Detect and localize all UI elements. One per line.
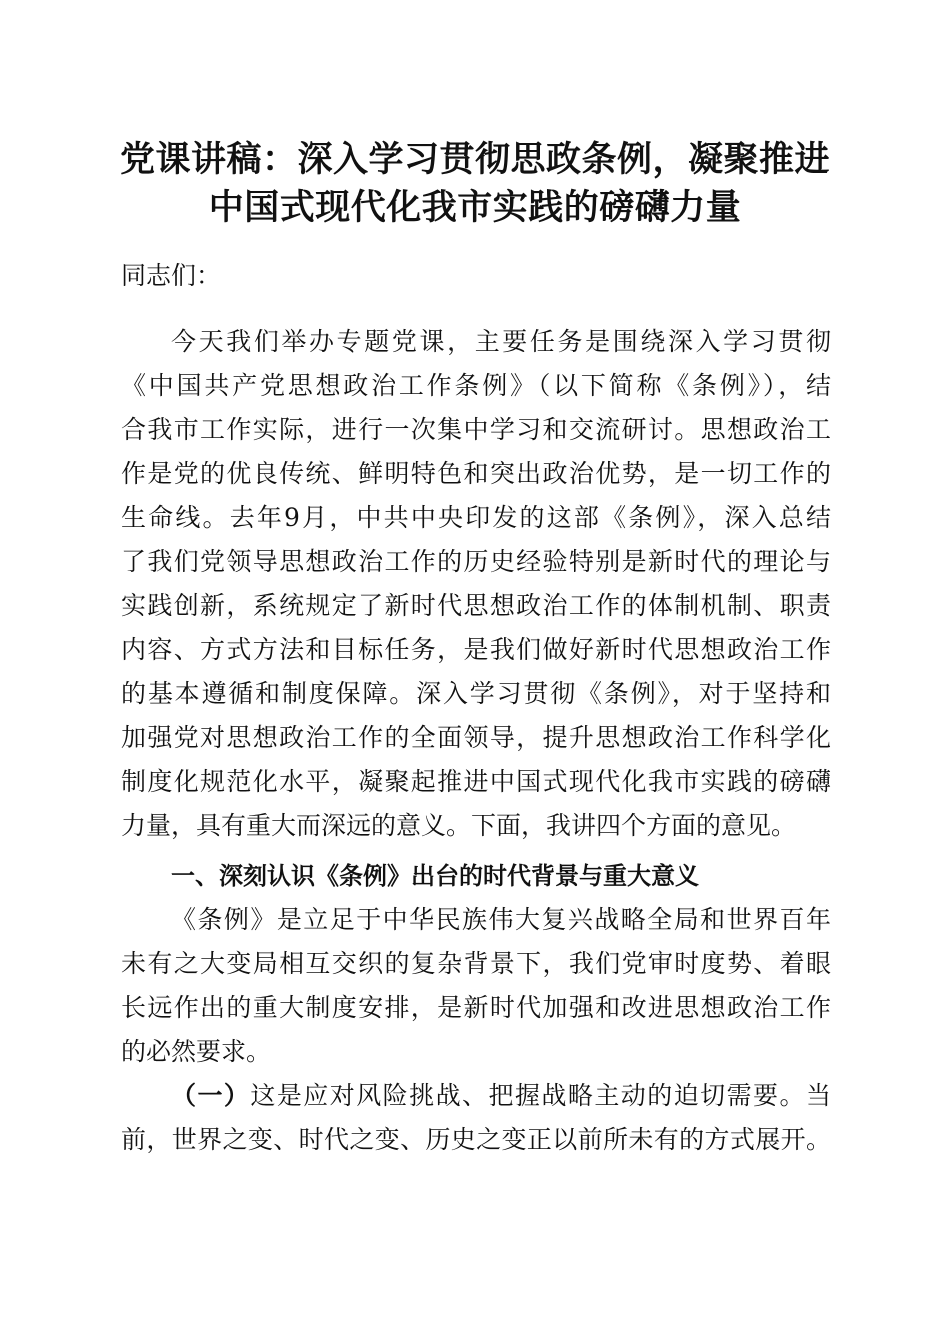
section-1-line: 《条例》是立足于中华民族伟大复兴战略全局和世界百年 xyxy=(171,905,831,934)
section-1-heading: 一、深刻认识《条例》出台的时代背景与重大意义 xyxy=(171,862,699,890)
intro-line: 合我市工作实际，进行一次集中学习和交流研讨。思想政治工 xyxy=(121,415,831,444)
subsection-1-label: （一） xyxy=(171,1081,251,1110)
intro-line: 的基本遵循和制度保障。深入学习贯彻《条例》，对于坚持和 xyxy=(121,679,831,708)
intro-line: 今天我们举办专题党课，主要任务是围绕深入学习贯彻 xyxy=(171,327,831,356)
intro-line: 了我们党领导思想政治工作的历史经验特别是新时代的理论与 xyxy=(121,547,831,576)
subsection-1-first-line xyxy=(171,1079,831,1113)
intro-line: 制度化规范化水平，凝聚起推进中国式现代化我市实践的磅礴 xyxy=(121,767,831,796)
section-1-line: 未有之大变局相互交织的复杂背景下，我们党审时度势、着眼 xyxy=(121,949,831,978)
intro-line: 力量，具有重大而深远的意义。下面，我讲四个方面的意见。 xyxy=(121,811,797,840)
intro-line: 《中国共产党思想政治工作条例》（以下简称《条例》），结 xyxy=(121,371,831,400)
subsection-1-first-text: 这是应对风险挑战、把握战略主动的迫切需要。当 xyxy=(250,1081,831,1110)
intro-line: 作是党的优良传统、鲜明特色和突出政治优势，是一切工作的 xyxy=(121,459,831,488)
intro-line: 内容、方式方法和目标任务，是我们做好新时代思想政治工作 xyxy=(121,635,831,664)
section-1-line: 长远作出的重大制度安排，是新时代加强和改进思想政治工作 xyxy=(121,993,831,1022)
intro-line: 实践创新，系统规定了新时代思想政治工作的体制机制、职责 xyxy=(121,591,831,620)
document-title-line-1: 党课讲稿：深入学习贯彻思政条例，凝聚推进 xyxy=(119,140,830,180)
section-1-line: 的必然要求。 xyxy=(121,1037,272,1066)
document-title-line-2: 中国式现代化我市实践的磅礴力量 xyxy=(208,188,742,228)
salutation: 同志们： xyxy=(121,261,222,290)
intro-line: 加强党对思想政治工作的全面领导，提升思想政治工作科学化 xyxy=(121,723,831,752)
subsection-1-second-line: 前，世界之变、时代之变、历史之变正以前所未有的方式展开。 xyxy=(121,1125,831,1154)
intro-line: 生命线。去年9月，中共中央印发的这部《条例》，深入总结 xyxy=(121,503,831,532)
